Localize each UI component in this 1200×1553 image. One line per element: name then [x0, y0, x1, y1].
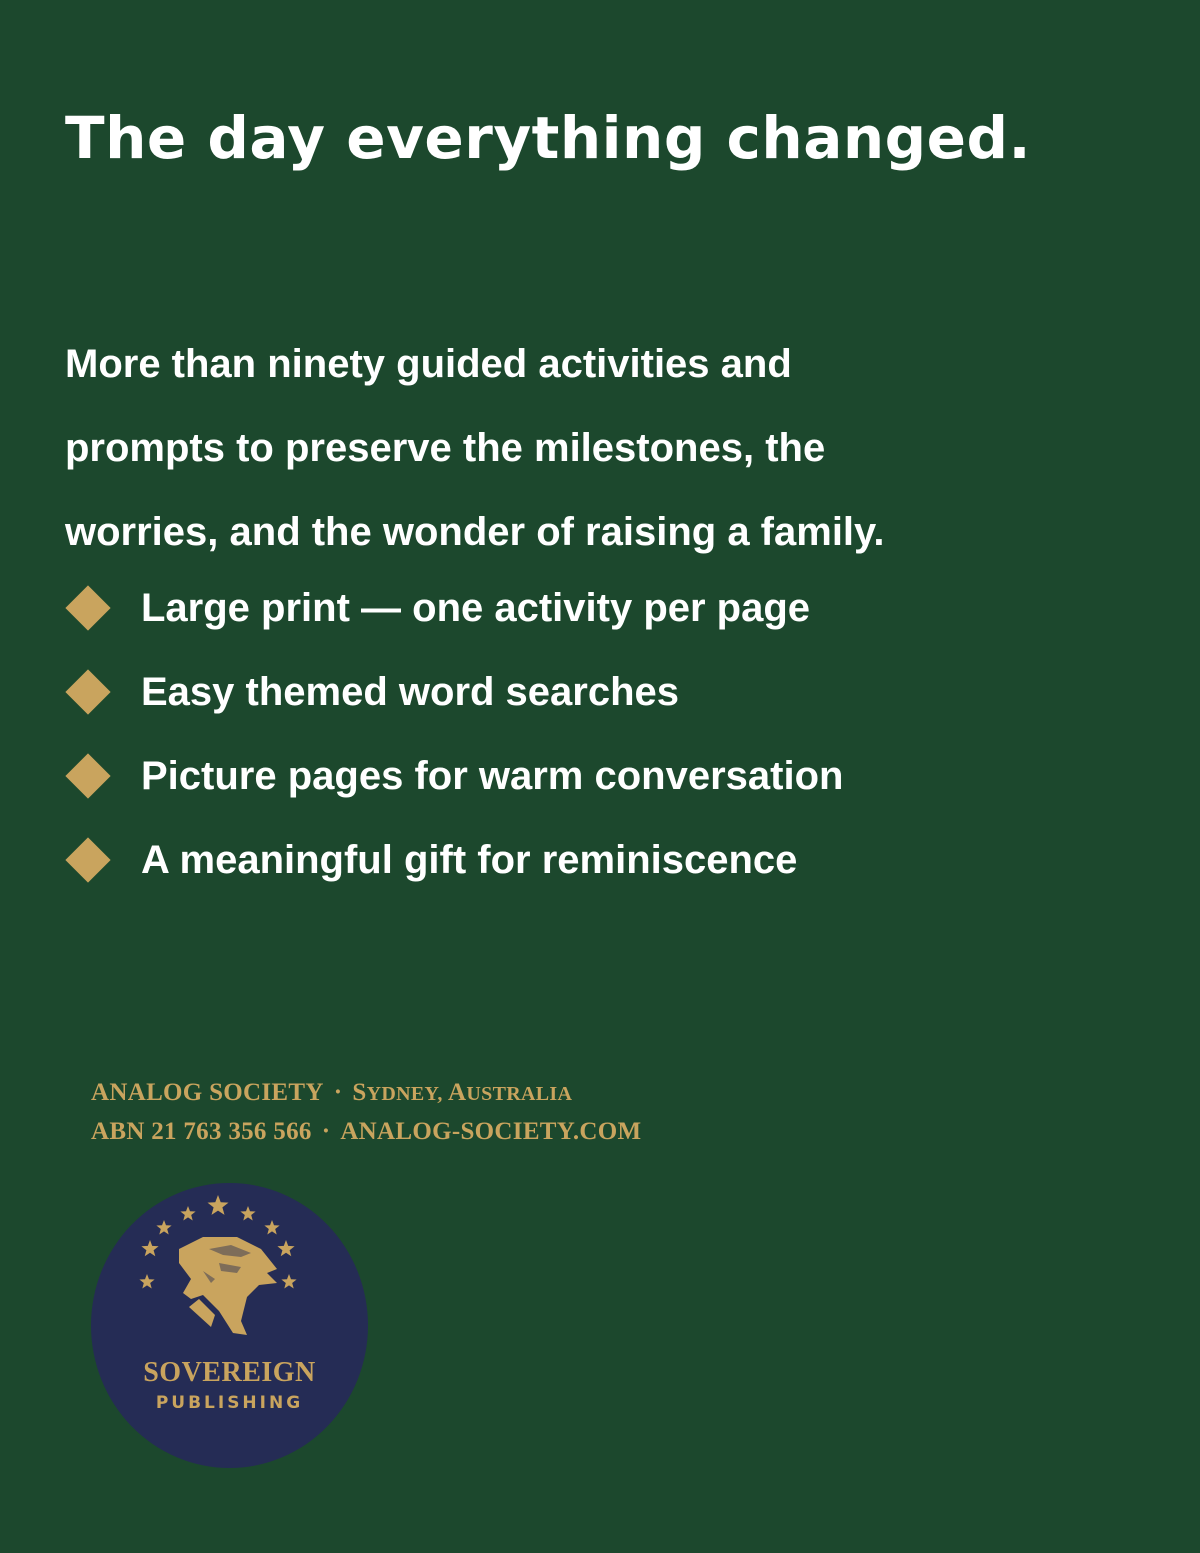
- diamond-bullet-icon: [65, 753, 110, 798]
- diamond-bullet-icon: [65, 837, 110, 882]
- feature-item: [65, 818, 843, 902]
- feature-item: [65, 734, 843, 818]
- intro-paragraph: [65, 322, 1025, 574]
- website-link[interactable]: ANALOG-SOCIETY.COM: [340, 1118, 642, 1145]
- imprint-line-publisher: [91, 1074, 641, 1113]
- diamond-bullet-icon: [65, 669, 110, 714]
- feature-item: [65, 566, 843, 650]
- imprint-line-business: [91, 1113, 641, 1151]
- publisher-location: SYDNEY, AUSTRALIA: [352, 1079, 573, 1106]
- publisher-name: ANALOG SOCIETY: [91, 1079, 324, 1106]
- feature-label: Easy themed word searches: [141, 669, 680, 714]
- intro-line: worries, and the wonder of raising a family.: [65, 510, 885, 554]
- intro-line: prompts to preserve the milestones, the: [65, 426, 826, 470]
- headline: The day everything changed.: [65, 104, 1032, 172]
- feature-label: Picture pages for warm conversation: [141, 753, 844, 798]
- separator-dot: ·: [321, 1118, 331, 1145]
- feature-list: [65, 566, 843, 902]
- seal-name: SOVEREIGN: [143, 1357, 316, 1388]
- feature-label: A meaningful gift for reminiscence: [141, 837, 798, 882]
- diamond-bullet-icon: [65, 585, 110, 630]
- separator-dot: ·: [333, 1079, 343, 1106]
- abn-number: ABN 21 763 356 566: [91, 1118, 312, 1145]
- panther-head-stars-emblem-icon: [91, 1183, 368, 1468]
- seal-subtitle: PUBLISHING: [155, 1393, 304, 1413]
- publisher-imprint: [91, 1074, 641, 1151]
- feature-label: Large print — one activity per page: [141, 585, 811, 630]
- intro-line: More than ninety guided activities and: [65, 342, 792, 386]
- sovereign-publishing-seal: [91, 1183, 368, 1468]
- feature-item: [65, 650, 843, 734]
